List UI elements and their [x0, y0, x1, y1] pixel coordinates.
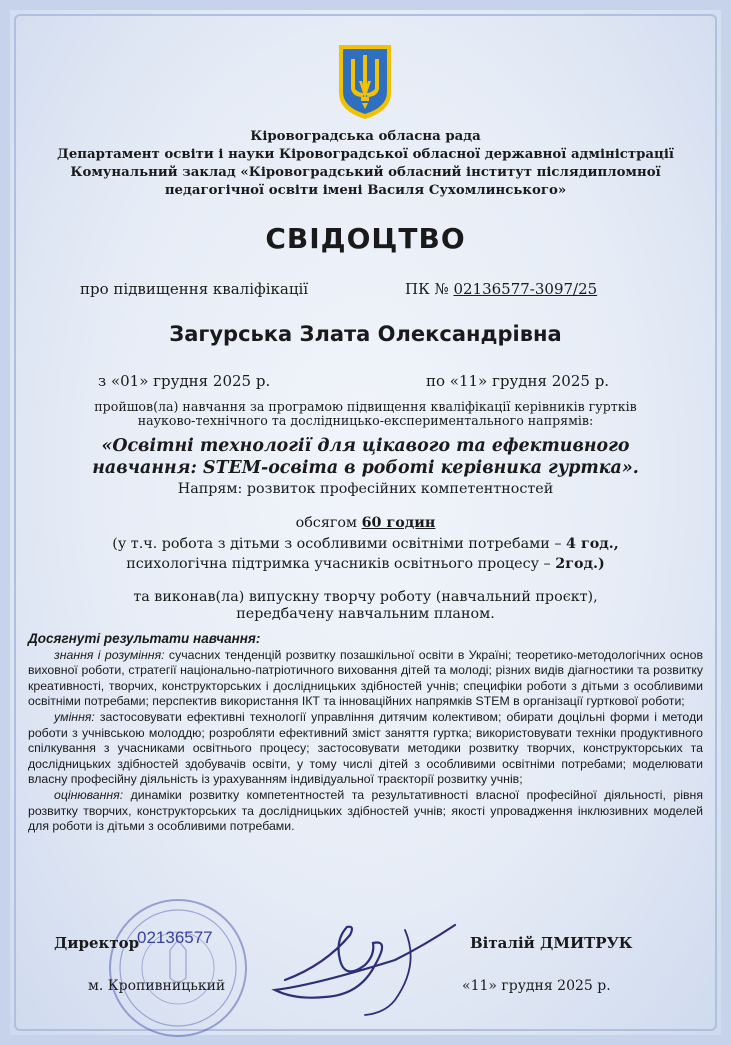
official-seal-icon	[88, 890, 268, 1040]
learning-results	[28, 631, 703, 835]
inclusive-prefix: (у т.ч. робота з дітьми з особливими освітніми потребами –	[112, 536, 562, 552]
evaluation-text: динаміки розвитку компетентностей та результативності власної професійної діяльності, рівня розвитку творчих, конструкторських та дослідницьких здібностей учнів; якості упровадження інклюзивних моделей для роботи із дітьми з особливими потребами.	[28, 787, 703, 834]
number-prefix: ПК №	[405, 280, 449, 298]
institution-line-2: педагогічної освіти імені Василя Сухомлинського»	[164, 183, 567, 198]
director-name: Віталій ДМИТРУК	[470, 934, 633, 952]
knowledge-label: знання і розуміння:	[54, 647, 165, 662]
director-signature-icon	[255, 905, 475, 1025]
certificate-number	[405, 280, 597, 298]
program-title-line-2: навчання: STEM-освіта в роботі керівника гуртка».	[92, 458, 639, 478]
knowledge-text: сучасних тенденцій розвитку позашкільної освіти в Україні; теоретико-методологічних основ виховної роботи, стратегії національно-патріотичного виховання дітей та молоді; різних видів діагностики та розвитку креативності, творчих, конструкторських і дослідницьких здібностей учнів; специфіки роботи з дітьми з особливими освітніми потребами; перспектив використання ІКТ та інноваційних напрямків STEM в організації гурткової роботи;	[28, 647, 703, 709]
support-prefix: психологічна підтримка учасників освітнього процесу –	[126, 556, 551, 572]
date-from: з «01» грудня 2025 р.	[98, 372, 271, 390]
program-title-line-1: «Освітні технології для цікавого та ефективного	[101, 436, 630, 456]
support-hours-line	[0, 555, 731, 573]
issue-date: «11» грудня 2025 р.	[462, 978, 611, 994]
date-to: по «11» грудня 2025 р.	[426, 372, 610, 390]
direction-text: Напрям: розвиток професійних компетентностей	[177, 481, 554, 497]
completed-line-2: передбачену навчальним планом.	[236, 606, 495, 622]
seal-code: 02136577	[137, 928, 213, 947]
document-title: СВІДОЦТВО	[265, 222, 466, 255]
completed-line-1: та виконав(ла) випускну творчу роботу (навчальний проєкт),	[133, 589, 598, 605]
evaluation-label: оцінювання:	[54, 787, 124, 802]
results-heading: Досягнуті результати навчання:	[28, 631, 261, 646]
number-value: 02136577-3097/25	[453, 280, 598, 298]
volume-value: 60 годин	[361, 515, 436, 531]
director-label: Директор	[54, 934, 140, 952]
passed-line-2: науково-технічного та дослідницько-експериментального напрямів:	[137, 413, 594, 428]
document-subtitle: про підвищення кваліфікації	[80, 280, 309, 298]
passed-line-1: пройшов(ла) навчання за програмою підвищення кваліфікації керівників гуртків	[94, 399, 637, 414]
skills-label: уміння:	[54, 709, 95, 724]
volume-line	[0, 514, 731, 532]
department-name: Департамент освіти і науки Кіровоградської обласної державної адміністрації	[57, 147, 674, 162]
support-value: 2год.)	[555, 556, 605, 572]
inclusive-hours-line	[0, 535, 731, 553]
skills-text: застосовувати ефективні технології управління дитячим колективом; обирати доцільні форми і методи роботи з учнівською молоддю; розробляти ефективний зміст заняття гуртка; використовувати техніки продуктивного спілкування з учасниками освітнього процесу; застосовувати методики розвитку творчих, конструкторських та дослідницьких здібностей здобувачів освіти, у тому числі дітей з особливими освітніми потребами; моделювати власну професійну діяльність із урахуванням індивідуальної траєкторії розвитку учнів;	[28, 709, 703, 787]
council-name: Кіровоградська обласна рада	[250, 129, 481, 144]
person-name: Загурська Злата Олександрівна	[169, 322, 562, 346]
volume-prefix: обсягом	[295, 515, 358, 531]
issue-city: м. Кропивницький	[88, 978, 226, 994]
inclusive-value: 4 год.,	[566, 536, 619, 552]
institution-line-1: Комунальний заклад «Кіровоградський обласний інститут післядипломної	[70, 165, 661, 180]
coat-of-arms-icon	[335, 41, 395, 121]
